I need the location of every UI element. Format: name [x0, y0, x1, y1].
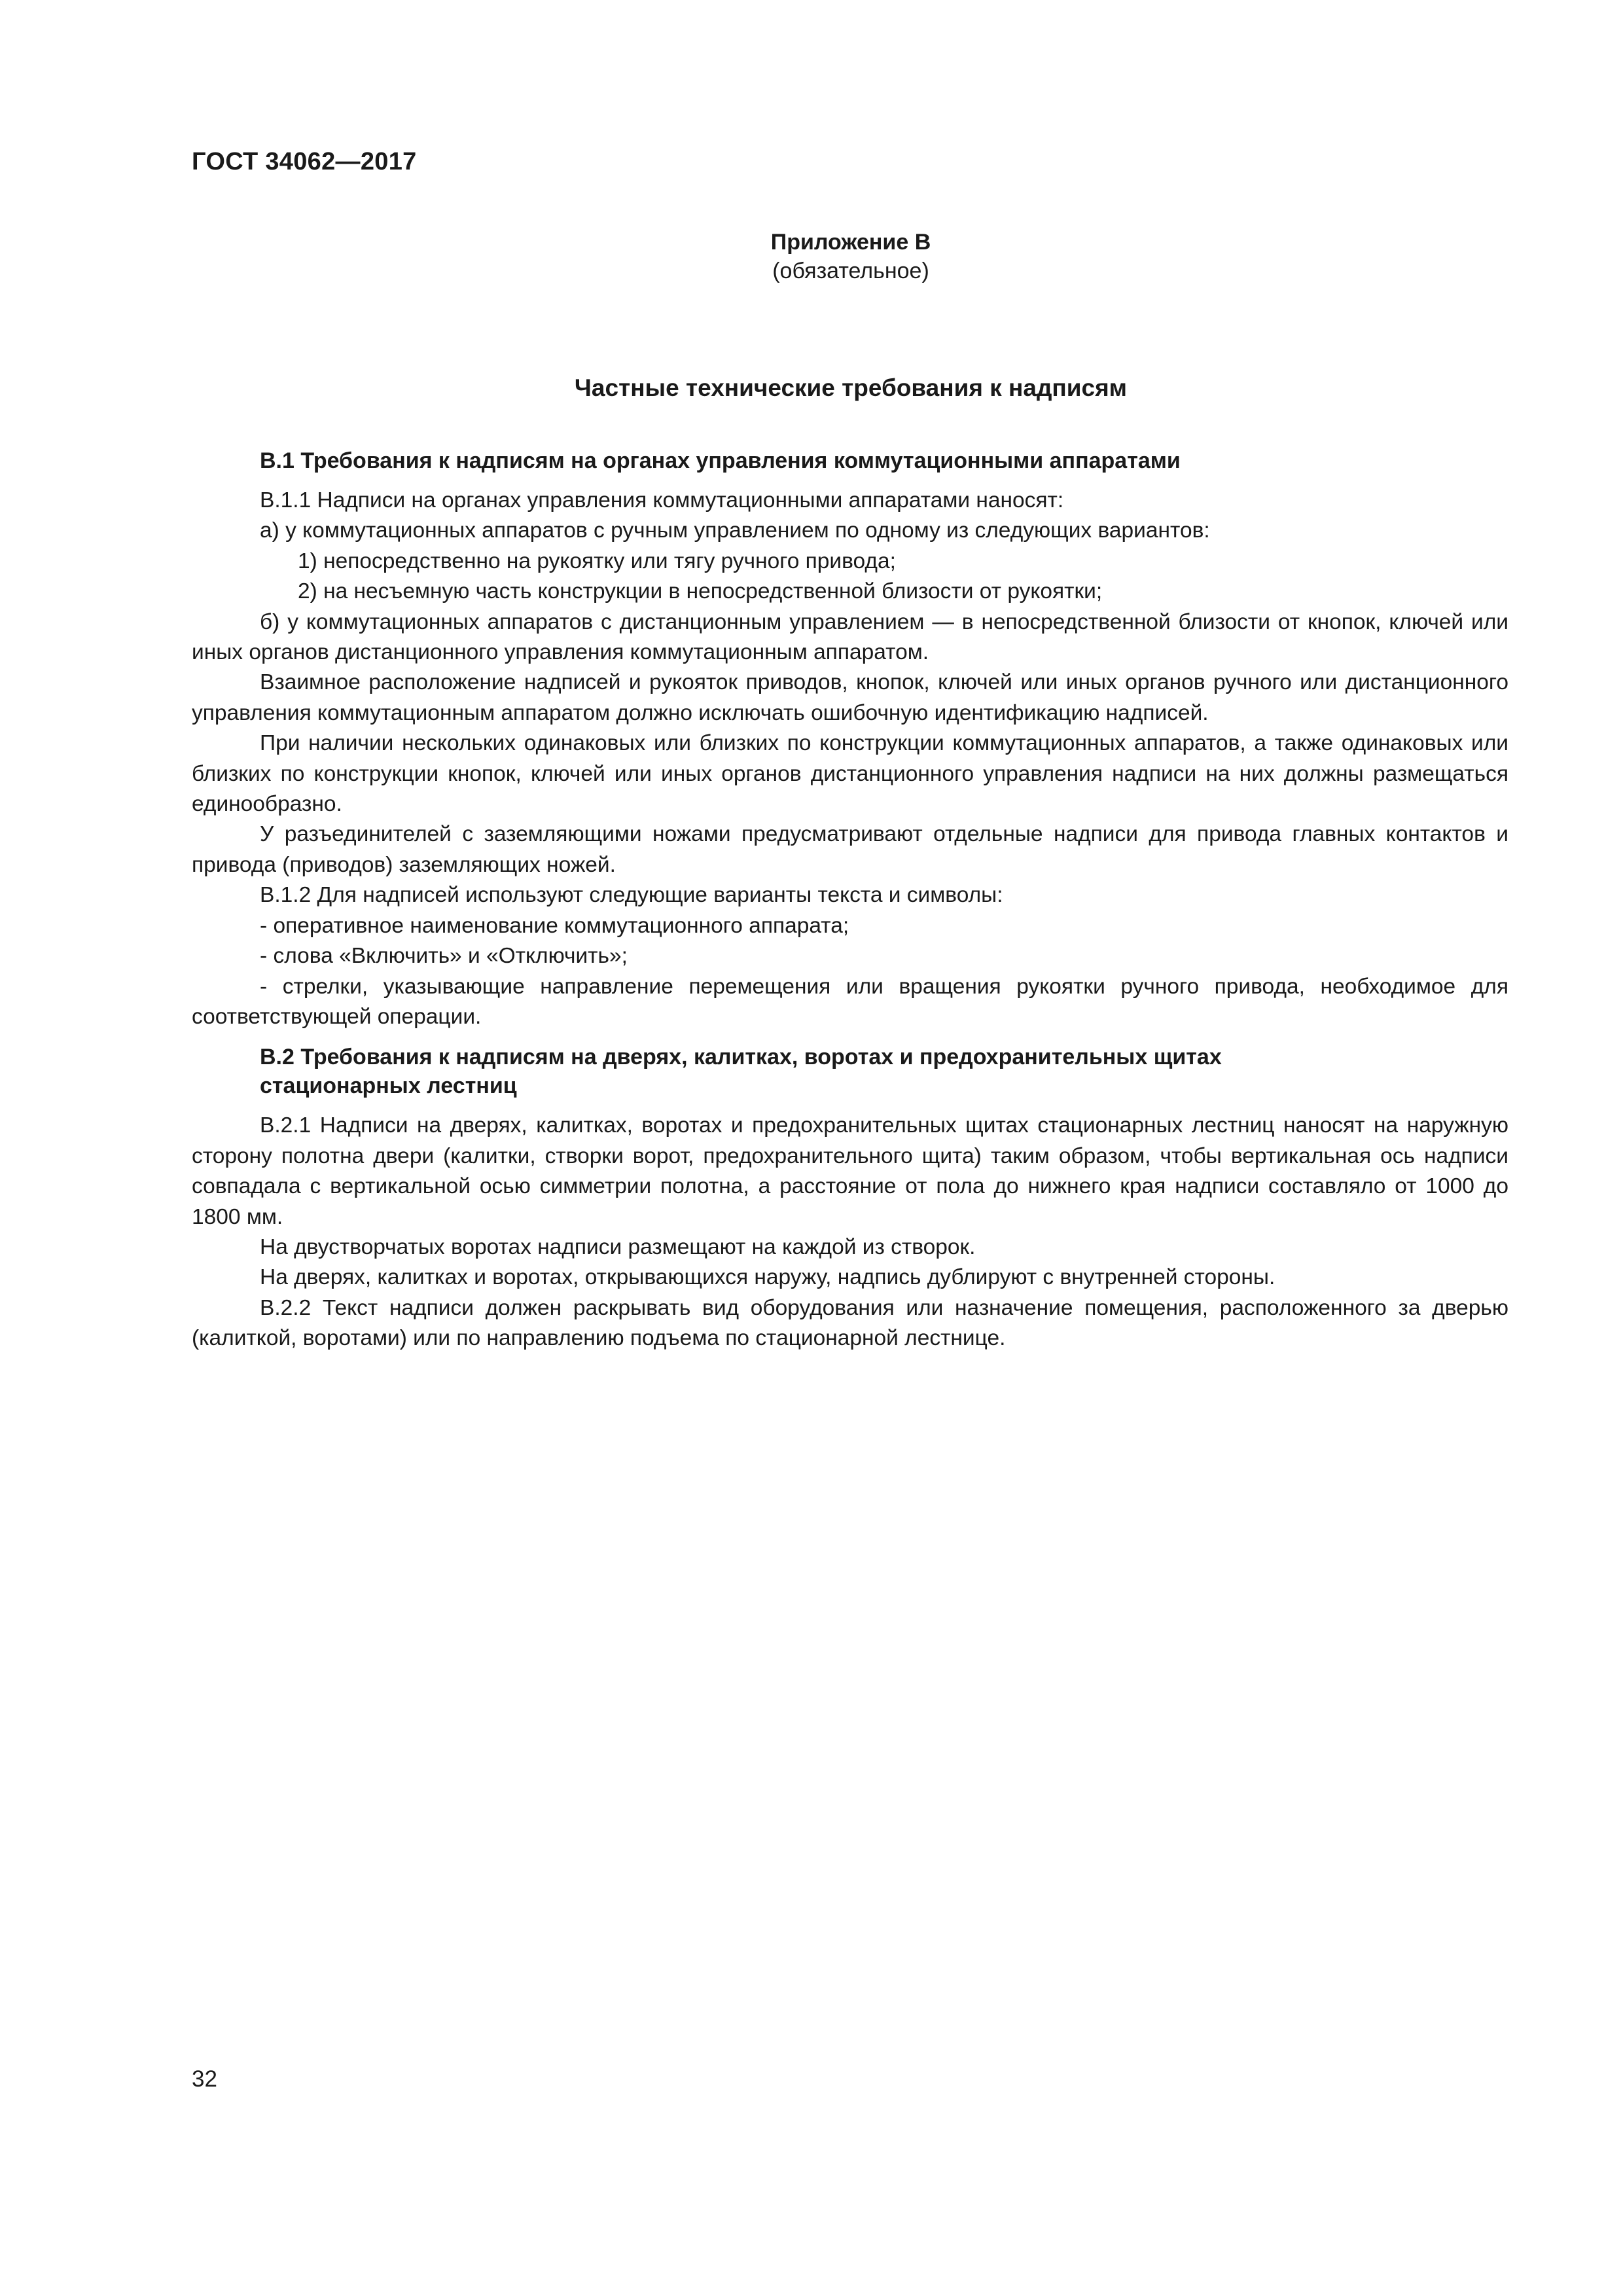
section-heading-b2-line1: В.2 Требования к надписям на дверях, калитках, воротах и предохранительных щитах [260, 1045, 1222, 1070]
section-heading-b2-line2: стационарных лестниц [260, 1073, 517, 1099]
document-header: ГОСТ 34062—2017 [192, 148, 417, 175]
list-item: - слова «Включить» и «Отключить»; [260, 944, 628, 969]
section-heading-b1: В.1 Требования к надписям на органах управления коммутационными аппаратами [260, 448, 1181, 473]
list-item: - стрелки, указывающие направление перемещения или вращения рукоятки ручного привода, необходимое для соответствующей операции. [192, 974, 1508, 1029]
appendix-status: (обязательное) [772, 259, 929, 283]
paragraph: На дверях, калитках и воротах, открывающихся наружу, надпись дублируют с внутренней стороны. [260, 1265, 1275, 1290]
paragraph: В.1.1 Надписи на органах управления коммутационными аппаратами наносят: [260, 488, 1064, 512]
paragraph: В.2.1 Надписи на дверях, калитках, воротах и предохранительных щитах стационарных лестниц наносят на наружную сторону полотна двери (калитки, створки ворот, предохранительного щита) таким образом, чтобы вертикальная ось надписи совпадала с вертикальной осью симметрии полотна, а расстояние от пола до нижнего края надписи составляло от 1000 до 1800 мм. [192, 1113, 1508, 1229]
paragraph: б) у коммутационных аппаратов с дистанционным управлением — в непосредственной близости от кнопок, ключей или иных органов дистанционного управления коммутационным аппаратом. [192, 609, 1508, 665]
paragraph: У разъединителей с заземляющими ножами предусматривают отдельные надписи для привода главных контактов и привода (приводов) заземляющих ножей. [192, 822, 1508, 877]
list-item: - оперативное наименование коммутационного аппарата; [260, 913, 849, 938]
page-number: 32 [192, 2066, 217, 2092]
section-heading-b2 [192, 1043, 1508, 1100]
paragraph: На двустворчатых воротах надписи размещают на каждой из створок. [260, 1234, 976, 1259]
paragraph: а) у коммутационных аппаратов с ручным управлением по одному из следующих вариантов: [260, 518, 1210, 543]
appendix-block [0, 228, 1623, 285]
section-title: Частные технические требования к надписям [574, 374, 1128, 401]
paragraph: При наличии нескольких одинаковых или близких по конструкции коммутационных аппаратов, а также одинаковых или близких по конструкции кнопок, ключей или иных органов дистанционного управления надписи на них должны размещаться единообразно. [192, 731, 1508, 817]
list-item: 1) непосредственно на рукоятку или тягу ручного привода; [298, 548, 896, 573]
document-body [192, 446, 1508, 1354]
paragraph: В.2.2 Текст надписи должен раскрывать вид оборудования или назначение помещения, расположенного за дверью (калиткой, воротами) или по направлению подъема по стационарной лестнице. [192, 1295, 1508, 1351]
paragraph: В.1.2 Для надписей используют следующие варианты текста и символы: [260, 883, 1003, 908]
list-item: 2) на несъемную часть конструкции в непосредственной близости от рукоятки; [298, 579, 1103, 604]
appendix-title: Приложение В [770, 230, 931, 255]
paragraph: Взаимное расположение надписей и рукояток приводов, кнопок, ключей или иных органов ручного или дистанционного управления коммутационным аппаратом должно исключать ошибочную идентификацию надписей. [192, 670, 1508, 725]
